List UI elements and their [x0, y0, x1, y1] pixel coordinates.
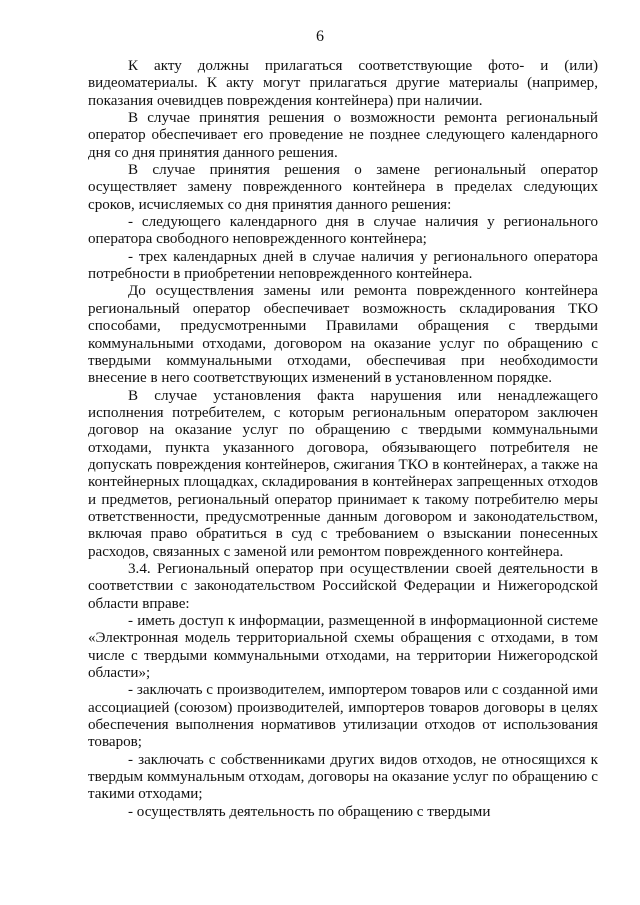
list-item-producer-contracts: - заключать с производителем, импортером товаров или с созданной ими ассоциацией (союзом) производителей, импортеров товаров договоры в целях обеспечения выполнения нормативов утилизации отходов от использования товаров; — [88, 682, 598, 751]
paragraph-repair-decision: В случае принятия решения о возможности ремонта региональный оператор обеспечивает его проведение не позднее следующего календарного дня со дня принятия данного решения. — [88, 110, 598, 161]
page-number: 6 — [316, 28, 324, 45]
paragraph-before-replacement: До осуществления замены или ремонта поврежденного контейнера региональный оператор обеспечивает возможность складирования ТКО способами, предусмотренными Правилами обращения с твердыми коммунальными отходами, договором на оказание услуг по обращению с твердыми коммунальными отходами, обеспечивая при необходимости внесение в него соответствующих изменений в установленном порядке. — [88, 283, 598, 387]
list-item-three-days: - трех календарных дней в случае наличия у регионального оператора потребности в приобретении неповрежденного контейнера. — [88, 248, 598, 283]
list-item-information-access: - иметь доступ к информации, размещенной в информационной системе «Электронная модель территориальной схемы обращения с отходами, в том числе с твердыми коммунальными отходами, на территории Нижегородской области»; — [88, 613, 598, 682]
paragraph-replacement-decision: В случае принятия решения о замене региональный оператор осуществляет замену поврежденного контейнера в пределах следующих сроков, исчисляемых со дня принятия данного решения: — [88, 162, 598, 213]
list-item-activity: - осуществлять деятельность по обращению с твердыми — [128, 803, 491, 820]
list-item-other-waste-contracts: - заключать с собственниками других видов отходов, не относящихся к твердым коммунальным отходам, договоры на оказание услуг по обращению с такими отходами; — [88, 751, 598, 803]
list-item-next-day: - следующего календарного дня в случае наличия у регионального оператора свободного неповрежденного контейнера; — [88, 214, 598, 248]
document-body — [88, 58, 598, 821]
paragraph-section-3-4: 3.4. Региональный оператор при осуществлении своей деятельности в соответствии с законодательством Российской Федерации и Нижегородской области вправе: — [88, 560, 598, 612]
paragraph-attachments: К акту должны прилагаться соответствующие фото- и (или) видеоматериалы. К акту могут прилагаться другие материалы (например, показания очевидцев повреждения контейнера) при наличии. — [88, 58, 598, 109]
paragraph-violation: В случае установления факта нарушения или ненадлежащего исполнения потребителем, с которым региональным оператором заключен договор на оказание услуг по обращению с твердыми коммунальными отходами, пункта указанного договора, обязывающего потребителя не допускать повреждения контейнеров, сжигания ТКО в контейнерах, а также на контейнерных площадках, складирования в контейнерах запрещенных отходов и предметов, региональный оператор принимает к такому потребителю меры ответственности, предусмотренные данным договором и законодательством, включая право обратиться в суд с требованием о взыскании понесенных расходов, связанных с заменой или ремонтом поврежденного контейнера. — [88, 387, 598, 560]
